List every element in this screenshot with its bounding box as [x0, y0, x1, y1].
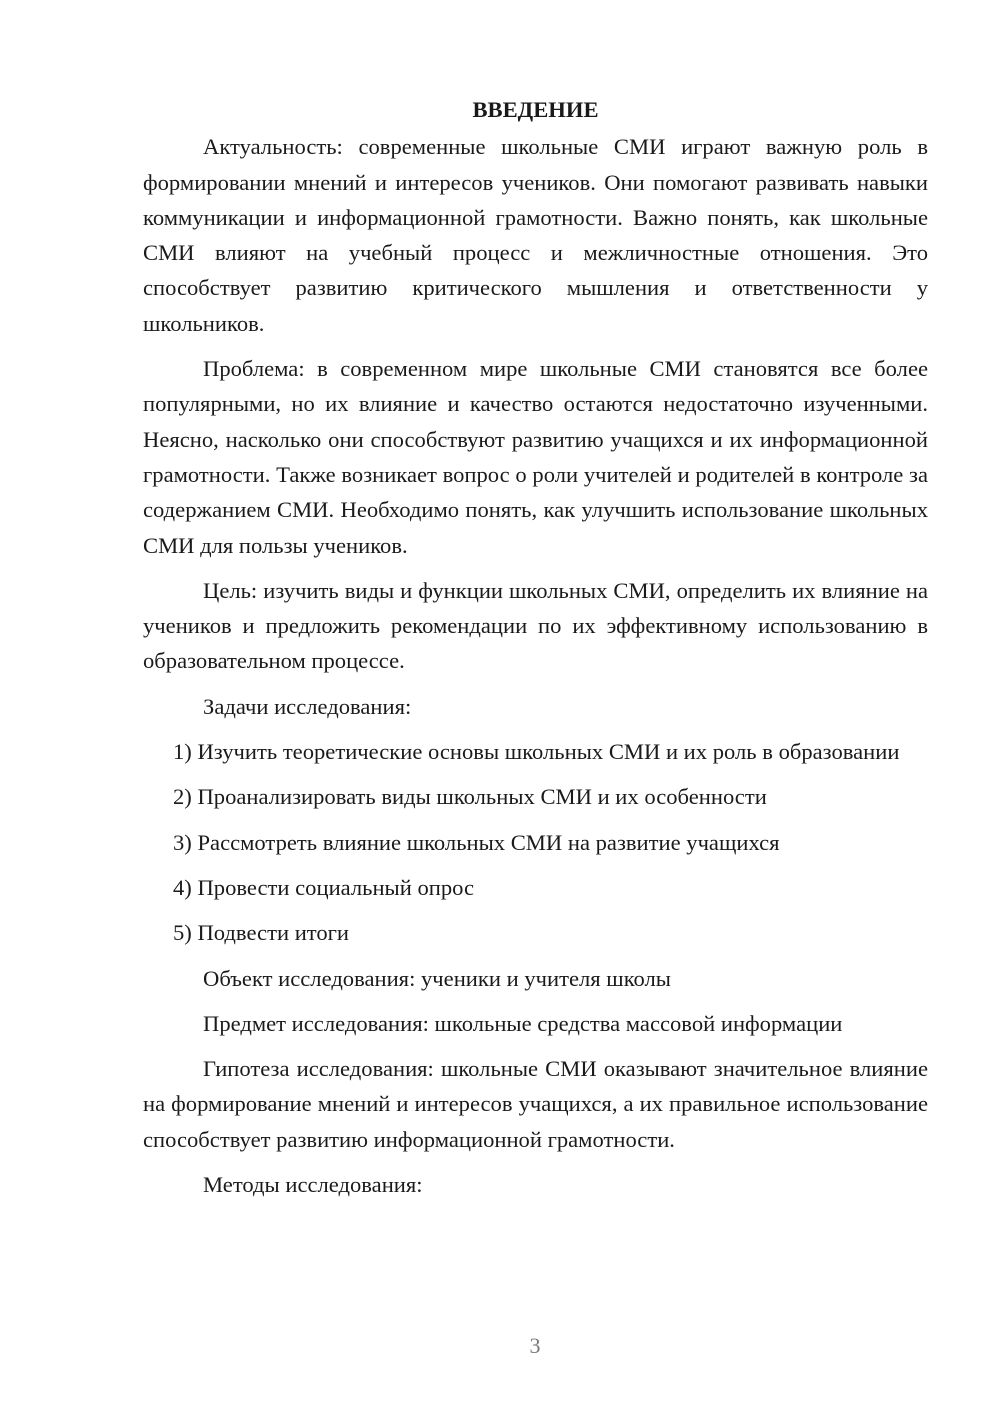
task-item: 1) Изучить теоретические основы школьных СМИ и их роль в образовании — [173, 739, 900, 765]
page-number: 3 — [529, 1333, 541, 1358]
paragraph-goal: Цель: изучить виды и функции школьных СМИ, определить их влияние на учеников и предложить рекомендации по их эффективному использованию в образовательном процессе. — [143, 577, 928, 674]
page-title: ВВЕДЕНИЕ — [472, 97, 599, 122]
page-content — [143, 92, 928, 1212]
task-item: 5) Подвести итоги — [173, 920, 350, 946]
paragraph-subject: Предмет исследования: школьные средства массовой информации — [203, 1010, 843, 1036]
task-item: 4) Провести социальный опрос — [173, 874, 475, 900]
paragraph-methods: Методы исследования: — [203, 1172, 423, 1198]
paragraph-hypothesis: Гипотеза исследования: школьные СМИ оказывают значительное влияние на формирование мнений и интересов учащихся, а их правильное использование способствует развитию информационной грамотности. — [143, 1056, 928, 1152]
paragraph-problem: Проблема: в современном мире школьные СМИ становятся все более популярными, но их влияние и качество остаются недостаточно изученными. Неясно, насколько они способствуют развитию учащихся и их информационной грамотности. Также возникает вопрос о роли учителей и родителей в контроле за содержанием СМИ. Необходимо понять, как улучшить использование школьных СМИ для пользы учеников. — [143, 356, 928, 558]
task-item: 3) Рассмотреть влияние школьных СМИ на развитие учащихся — [173, 829, 780, 855]
task-item: 2) Проанализировать виды школьных СМИ и их особенности — [173, 784, 767, 810]
paragraph-object: Объект исследования: ученики и учителя школы — [203, 965, 671, 991]
paragraph-tasks-heading: Задачи исследования: — [203, 693, 412, 719]
paragraph-relevance: Актуальность: современные школьные СМИ играют важную роль в формировании мнений и интересов учеников. Они помогают развивать навыки коммуникации и информационной грамотности. Важно понять, как школьные СМИ влияют на учебный процесс и межличностные отношения. Это способствует развитию критического мышления и ответственности у школьников. — [143, 134, 928, 336]
